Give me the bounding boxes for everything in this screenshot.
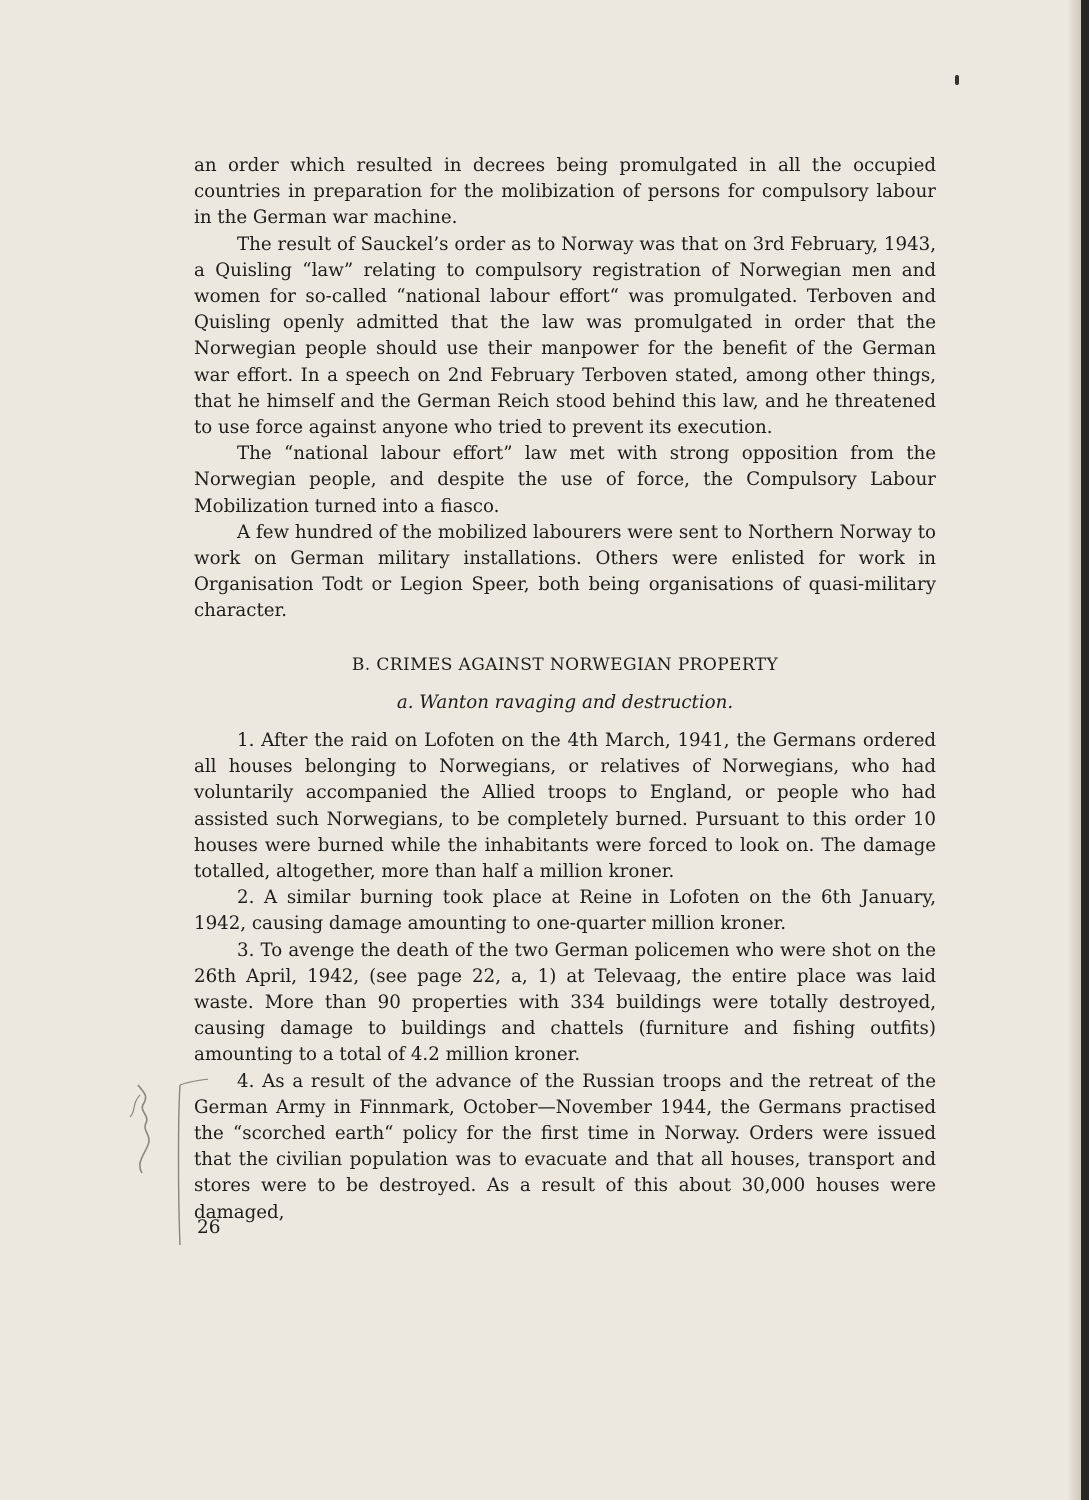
page-number: 26 bbox=[197, 1217, 221, 1238]
paragraph-item-1: 1. After the raid on Lofoten on the 4th March, 1941, the Germans ordered all houses belonging to Norwegians, or relatives of Norwegians, who had voluntarily accompanied the Allied troops to England, or people who had assisted such Norwegians, to be completely burned. Pursuant to this order 10 houses were burned while the inhabitants were forced to look on. The damage totalled, altogether, more than half a million kroner. bbox=[194, 730, 936, 883]
page-edge bbox=[1081, 0, 1089, 1500]
paragraph-item-4: 4. As a result of the advance of the Russian troops and the retreat of the German Army in Finnmark, October—November 1944, the Germans practised the “scorched earth“ policy for the first time in Norway. Orders were issued that the civilian population was to evacuate and that all houses, transport and stores were to be destroyed. As a result of this about 30,000 houses were damaged, bbox=[194, 1070, 936, 1223]
body-text-section bbox=[194, 728, 936, 1226]
paragraph-item-3: 3. To avenge the death of the two German policemen who were shot on the 26th April, 1942, (see page 22, a, 1) at Televaag, the entire place was laid waste. More than 90 properties with 334 buildings were totally destroyed, causing damage to buildings and chattels (furniture and fishing outfits) amounting to a total of 4.2 million kroner. bbox=[194, 939, 936, 1066]
paragraph-labour-effort: The “national labour effort” law met with strong opposition from the Norwegian people, and despite the use of force, the Compulsory Labour Mobilization turned into a fiasco. bbox=[194, 443, 936, 517]
ink-mark bbox=[955, 75, 959, 85]
paragraph-continuation: an order which resulted in decrees being promulgated in all the occupied countries in preparation for the molibization of persons for compulsory labour in the German war machine. bbox=[194, 155, 936, 229]
page-gutter-shadow bbox=[1067, 0, 1081, 1500]
pencil-scribble-tail bbox=[130, 1095, 140, 1117]
pencil-margin-annotation bbox=[118, 1075, 208, 1255]
pencil-scribble bbox=[138, 1085, 149, 1173]
pencil-bracket-line bbox=[179, 1085, 181, 1245]
section-heading: B. CRIMES AGAINST NORWEGIAN PROPERTY bbox=[351, 655, 779, 675]
body-text-top bbox=[194, 153, 936, 625]
pencil-bracket-top bbox=[180, 1077, 208, 1085]
paragraph-item-2: 2. A similar burning took place at Reine in Lofoten on the 6th January, 1942, causing damage amounting to one-quarter million kroner. bbox=[194, 887, 936, 935]
paragraph-sauckel-order: The result of Sauckel’s order as to Norway was that on 3rd February, 1943, a Quisling “law” relating to compulsory registration of Norwegian men and women for so-called “national labour effort“ was promulgated. Terboven and Quisling openly admitted that the law was promulgated in order that the Norwegian people should use their manpower for the benefit of the German war effort. In a speech on 2nd February Terboven stated, among other things, that he himself and the German Reich stood behind this law, and he threatened to use force against anyone who tried to prevent its execution. bbox=[194, 233, 936, 439]
section-subheading: a. Wanton ravaging and destruction. bbox=[396, 692, 734, 713]
paragraph-mobilized-labourers: A few hundred of the mobilized labourers were sent to Northern Norway to work on German military installations. Others were enlisted for work in Organisation Todt or Legion Speer, both being organisations of quasi-military character. bbox=[194, 521, 936, 622]
